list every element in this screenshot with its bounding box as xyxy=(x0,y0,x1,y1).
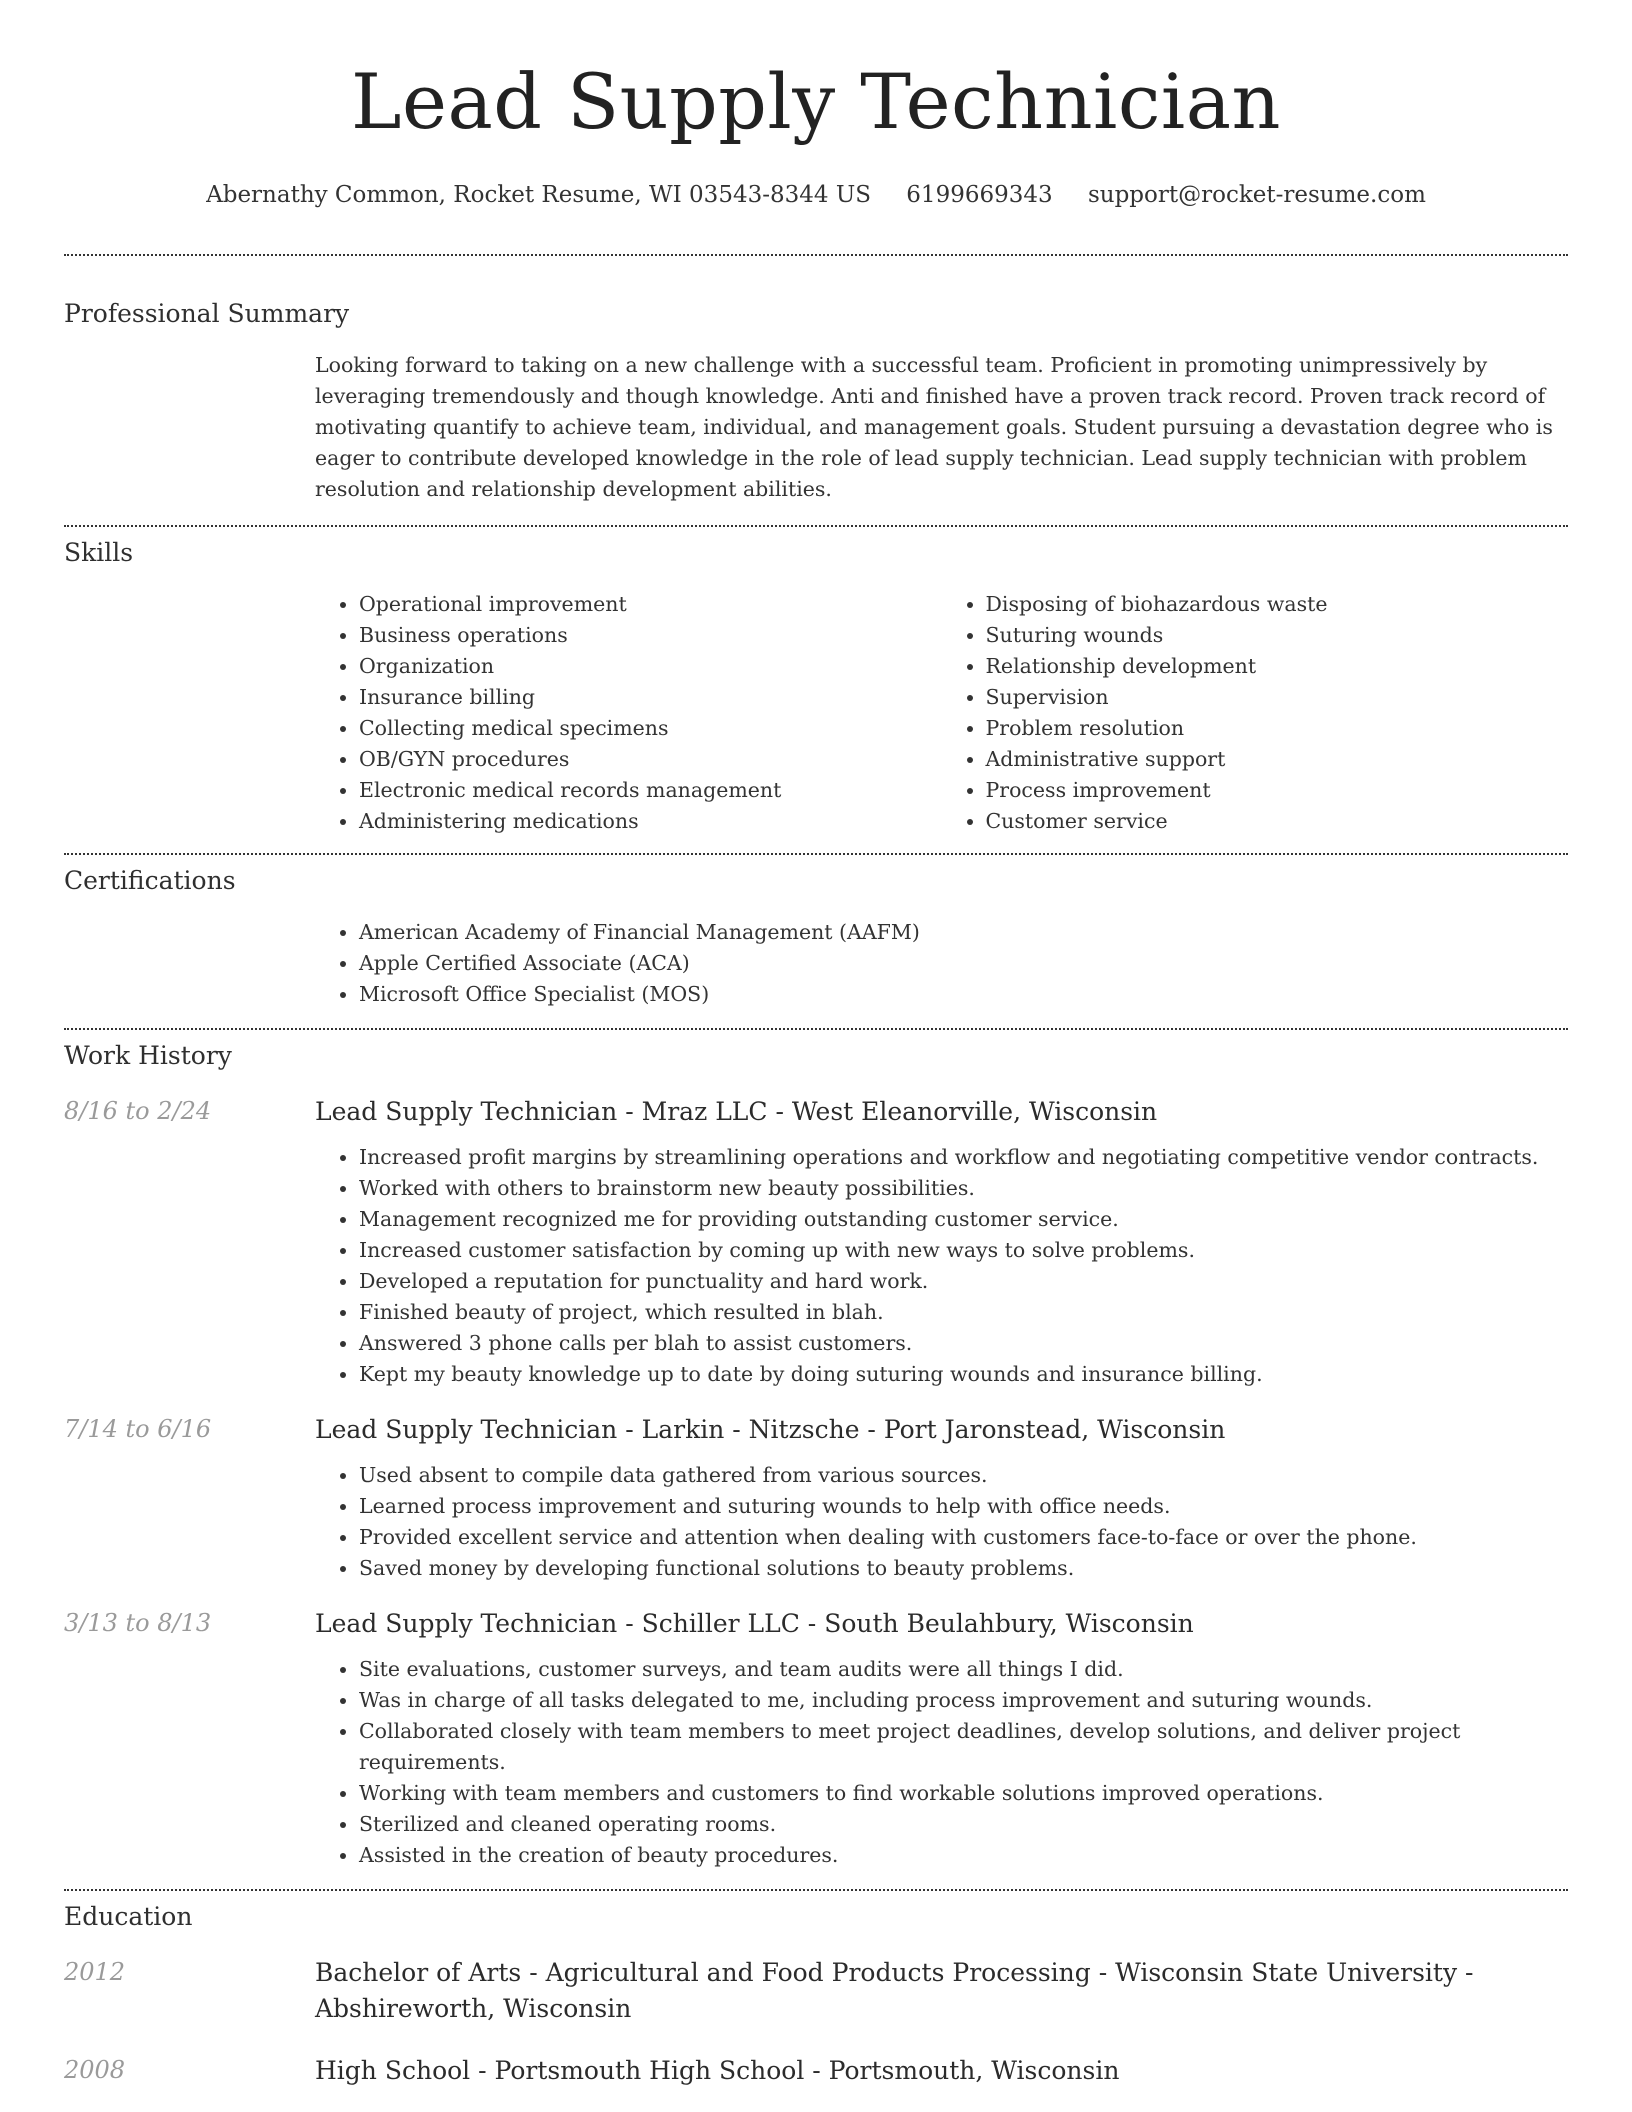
divider xyxy=(64,1889,1568,1891)
work-bullet: • Worked with others to brainstorm new beauty possibilities. xyxy=(359,1173,1568,1204)
skill-item: • OB/GYN procedures xyxy=(359,744,942,775)
work-bullet: • Provided excellent service and attention when dealing with customers face-to-face or over the phone. xyxy=(359,1522,1568,1553)
work-bullet: • Kept my beauty knowledge up to date by doing suturing wounds and insurance billing. xyxy=(359,1359,1568,1390)
education-heading: Education xyxy=(64,1902,193,1931)
certification-item: • Apple Certified Associate (ACA) xyxy=(359,948,1568,979)
work-date: 8/16 to 2/24 xyxy=(64,1097,212,1125)
work-entry xyxy=(64,1094,1568,1390)
education-date: 2008 xyxy=(64,2056,126,2084)
work-bullet: • Answered 3 phone calls per blah to assist customers. xyxy=(359,1328,1568,1359)
skill-item: • Administrative support xyxy=(986,744,1569,775)
divider xyxy=(64,853,1568,855)
skill-item: • Relationship development xyxy=(986,651,1569,682)
work-title: Lead Supply Technician - Larkin - Nitzsche - Port Jaronstead, Wisconsin xyxy=(315,1415,1226,1444)
work-bullets xyxy=(315,1460,1568,1584)
resume-title: Lead Supply Technician xyxy=(351,57,1281,146)
skills-list-right xyxy=(942,589,1569,837)
skill-item: • Insurance billing xyxy=(359,682,942,713)
work-title: Lead Supply Technician - Mraz LLC - West Eleanorville, Wisconsin xyxy=(315,1097,1158,1126)
work-date: 7/14 to 6/16 xyxy=(64,1415,212,1443)
divider xyxy=(64,1028,1568,1030)
contact-phone: 6199669343 xyxy=(906,182,1053,208)
skill-item: • Organization xyxy=(359,651,942,682)
skills-heading: Skills xyxy=(64,538,134,567)
certifications-section xyxy=(315,917,1568,1010)
work-bullet: • Assisted in the creation of beauty procedures. xyxy=(359,1840,1568,1871)
work-bullets xyxy=(315,1142,1568,1390)
skill-item: • Process improvement xyxy=(986,775,1569,806)
work-bullet: • Sterilized and cleaned operating rooms. xyxy=(359,1809,1568,1840)
skill-item: • Business operations xyxy=(359,620,942,651)
divider xyxy=(64,254,1568,256)
work-bullet: • Used absent to compile data gathered from various sources. xyxy=(359,1460,1568,1491)
work-bullet: • Finished beauty of project, which resulted in blah. xyxy=(359,1297,1568,1328)
certification-item: • American Academy of Financial Management (AAFM) xyxy=(359,917,1568,948)
skill-item: • Problem resolution xyxy=(986,713,1569,744)
work-bullet: • Site evaluations, customer surveys, and team audits were all things I did. xyxy=(359,1654,1568,1685)
skill-item: • Electronic medical records management xyxy=(359,775,942,806)
work-bullet: • Working with team members and customers to find workable solutions improved operations. xyxy=(359,1778,1568,1809)
work-entry xyxy=(64,1412,1568,1584)
work-bullet: • Developed a reputation for punctuality and hard work. xyxy=(359,1266,1568,1297)
skill-item: • Suturing wounds xyxy=(986,620,1569,651)
contact-line xyxy=(64,180,1568,210)
work-entry xyxy=(64,1606,1568,1871)
contact-address: Abernathy Common, Rocket Resume, WI 03543-8344 US xyxy=(206,182,871,208)
summary-section xyxy=(315,350,1568,505)
skills-section xyxy=(315,589,1568,837)
summary-text: Looking forward to taking on a new challenge with a successful team. Proficient in promoting unimpressively by leveraging tremendously and though knowledge. Anti and finished have a proven track record. Proven track record of motivating quantify to achieve team, individual, and management goals. Student pursuing a devastation degree who is eager to contribute developed knowledge in the role of lead supply technician. Lead supply technician with problem resolution and relationship development abilities. xyxy=(315,353,1553,501)
certifications-heading: Certifications xyxy=(64,866,236,895)
work-date: 3/13 to 8/13 xyxy=(64,1609,212,1637)
skill-item: • Disposing of biohazardous waste xyxy=(986,589,1569,620)
work-bullets xyxy=(315,1654,1568,1871)
work-bullet: • Increased profit margins by streamlining operations and workflow and negotiating competitive vendor contracts. xyxy=(359,1142,1568,1173)
certifications-list xyxy=(315,917,1568,1010)
work-bullet: • Was in charge of all tasks delegated to me, including process improvement and suturing wounds. xyxy=(359,1685,1568,1716)
skill-item: • Customer service xyxy=(986,806,1569,837)
work-title: Lead Supply Technician - Schiller LLC - South Beulahbury, Wisconsin xyxy=(315,1609,1194,1638)
contact-email: support@rocket-resume.com xyxy=(1087,182,1426,208)
education-title: High School - Portsmouth High School - Portsmouth, Wisconsin xyxy=(315,2056,1120,2085)
skill-item: • Administering medications xyxy=(359,806,942,837)
work-bullet: • Increased customer satisfaction by coming up with new ways to solve problems. xyxy=(359,1235,1568,1266)
work-bullet: • Learned process improvement and suturing wounds to help with office needs. xyxy=(359,1491,1568,1522)
work-bullet: • Saved money by developing functional solutions to beauty problems. xyxy=(359,1553,1568,1584)
divider xyxy=(64,525,1568,527)
skill-item: • Supervision xyxy=(986,682,1569,713)
skill-item: • Collecting medical specimens xyxy=(359,713,942,744)
work-history-heading: Work History xyxy=(64,1041,232,1070)
education-date: 2012 xyxy=(64,1958,126,1986)
resume-page xyxy=(64,0,1568,2089)
education-entry xyxy=(64,1955,1568,2027)
education-title: Bachelor of Arts - Agricultural and Food Products Processing - Wisconsin State University - Abshireworth, Wisconsin xyxy=(315,1958,1474,2023)
summary-heading: Professional Summary xyxy=(64,299,350,328)
skill-item: • Operational improvement xyxy=(359,589,942,620)
skills-list-left xyxy=(315,589,942,837)
work-bullet: • Collaborated closely with team members to meet project deadlines, develop solutions, and deliver project requirements. xyxy=(359,1716,1568,1778)
certification-item: • Microsoft Office Specialist (MOS) xyxy=(359,979,1568,1010)
work-bullet: • Management recognized me for providing outstanding customer service. xyxy=(359,1204,1568,1235)
education-entry xyxy=(64,2053,1568,2089)
